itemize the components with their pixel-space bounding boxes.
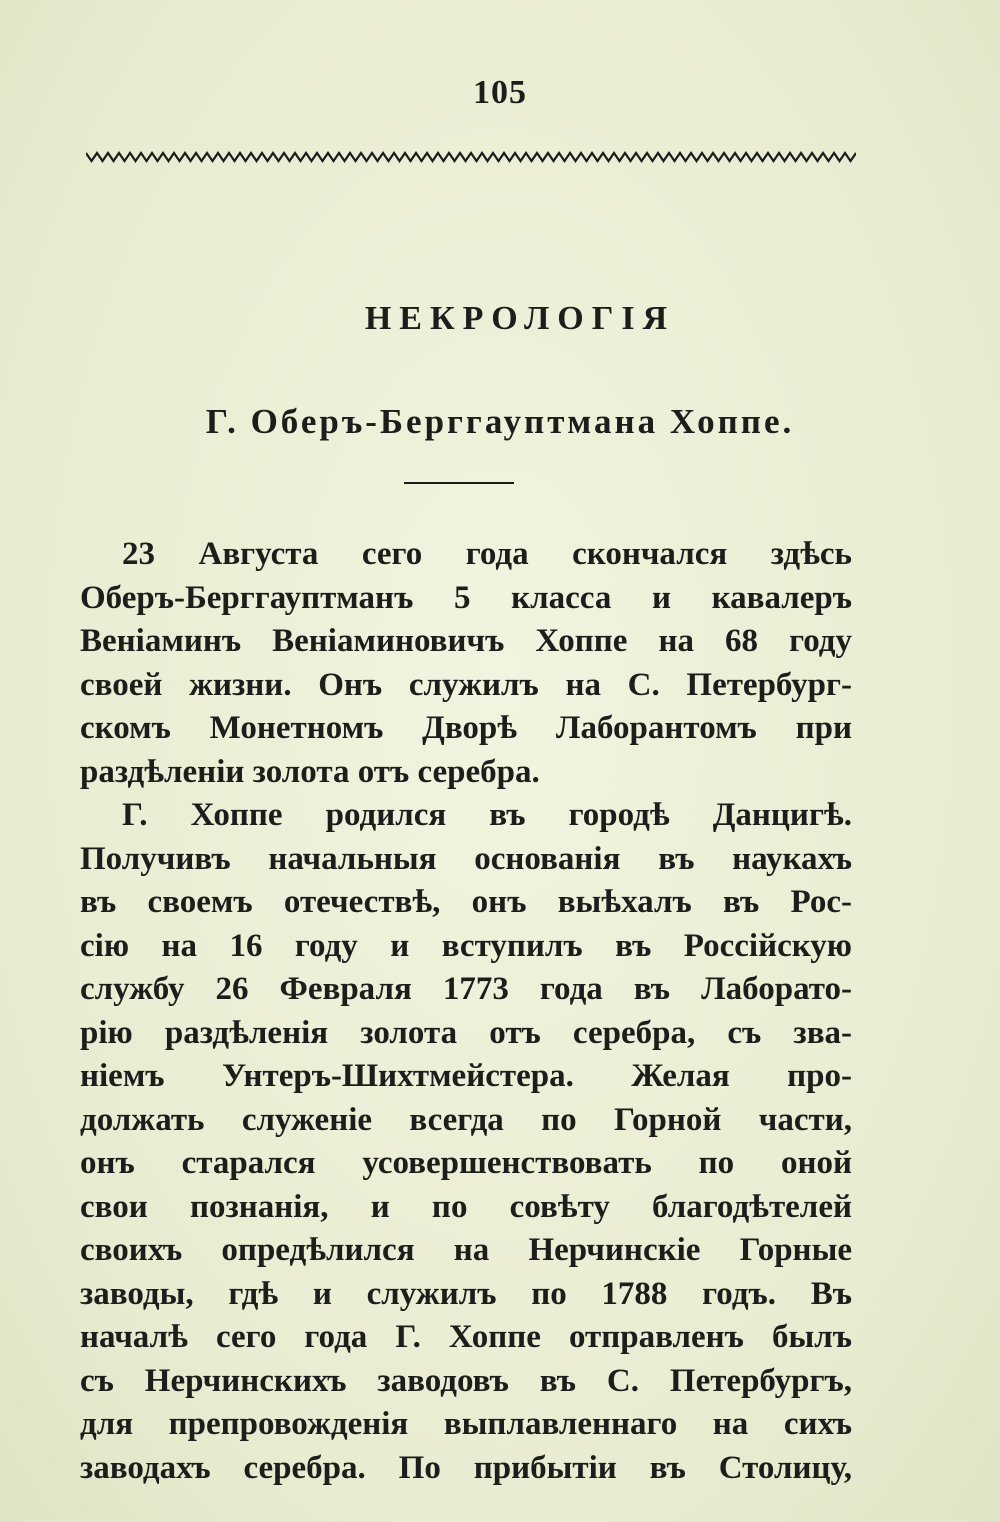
article-body [80,533,852,1490]
text-line: заводы, гдѣ и служилъ по 1788 годъ. Въ [80,1275,852,1312]
article-subtitle: Г. Оберъ-Берггауптмана Хоппе. [205,402,795,441]
text-line: въ своемъ отечествѣ, онъ выѣхалъ въ Рос- [80,884,852,920]
text-line: должать служеніе всегда по Горной части, [80,1101,852,1138]
text-line: свои познанія, и по совѣту благодѣтелей [80,1188,852,1225]
text-line: службу 26 Февраля 1773 года въ Лаборато- [80,971,852,1007]
text-line: Г. Хоппе родился въ городѣ Данцигѣ. [122,797,852,833]
section-title: НЕКРОЛОГIЯ [364,300,676,337]
page-number: 105 [473,74,527,111]
text-line: своей жизни. Онъ служилъ на С. Петербург- [80,666,852,703]
text-line: онъ старался усовершенствовать по оной [80,1145,852,1181]
text-line: ніемъ Унтеръ-Шихтмейстера. Желая про- [80,1058,852,1094]
text-line: своихъ опредѣлился на Нерчинскіе Горные [80,1232,852,1268]
ornamental-border [86,150,856,164]
text-line: 23 Августа сего года скончался здѣсь [122,536,852,572]
text-line: началѣ сего года Г. Хоппе отправленъ былъ [80,1319,852,1355]
text-line: сію на 16 году и вступилъ въ Россійскую [80,927,852,964]
text-line: рію раздѣленія золота отъ серебра, съ зва- [80,1014,852,1051]
text-line: Веніаминъ Веніаминовичъ Хоппе на 68 году [80,623,852,659]
text-line: для препровожденія выплавленнаго на сихъ [80,1406,852,1442]
text-line: Оберъ-Берггауптманъ 5 класса и кавалеръ [80,579,852,616]
title-divider [404,482,514,484]
text-line: скомъ Монетномъ Дворѣ Лаборантомъ при [80,710,852,746]
text-line: заводахъ серебра. По прибытіи въ Столицу, [80,1449,852,1486]
text-line: съ Нерчинскихъ заводовъ въ С. Петербургъ, [80,1362,852,1399]
text-line: Получивъ начальныя основанія въ наукахъ [80,840,852,877]
text-line: раздѣленіи золота отъ серебра. [80,753,540,790]
